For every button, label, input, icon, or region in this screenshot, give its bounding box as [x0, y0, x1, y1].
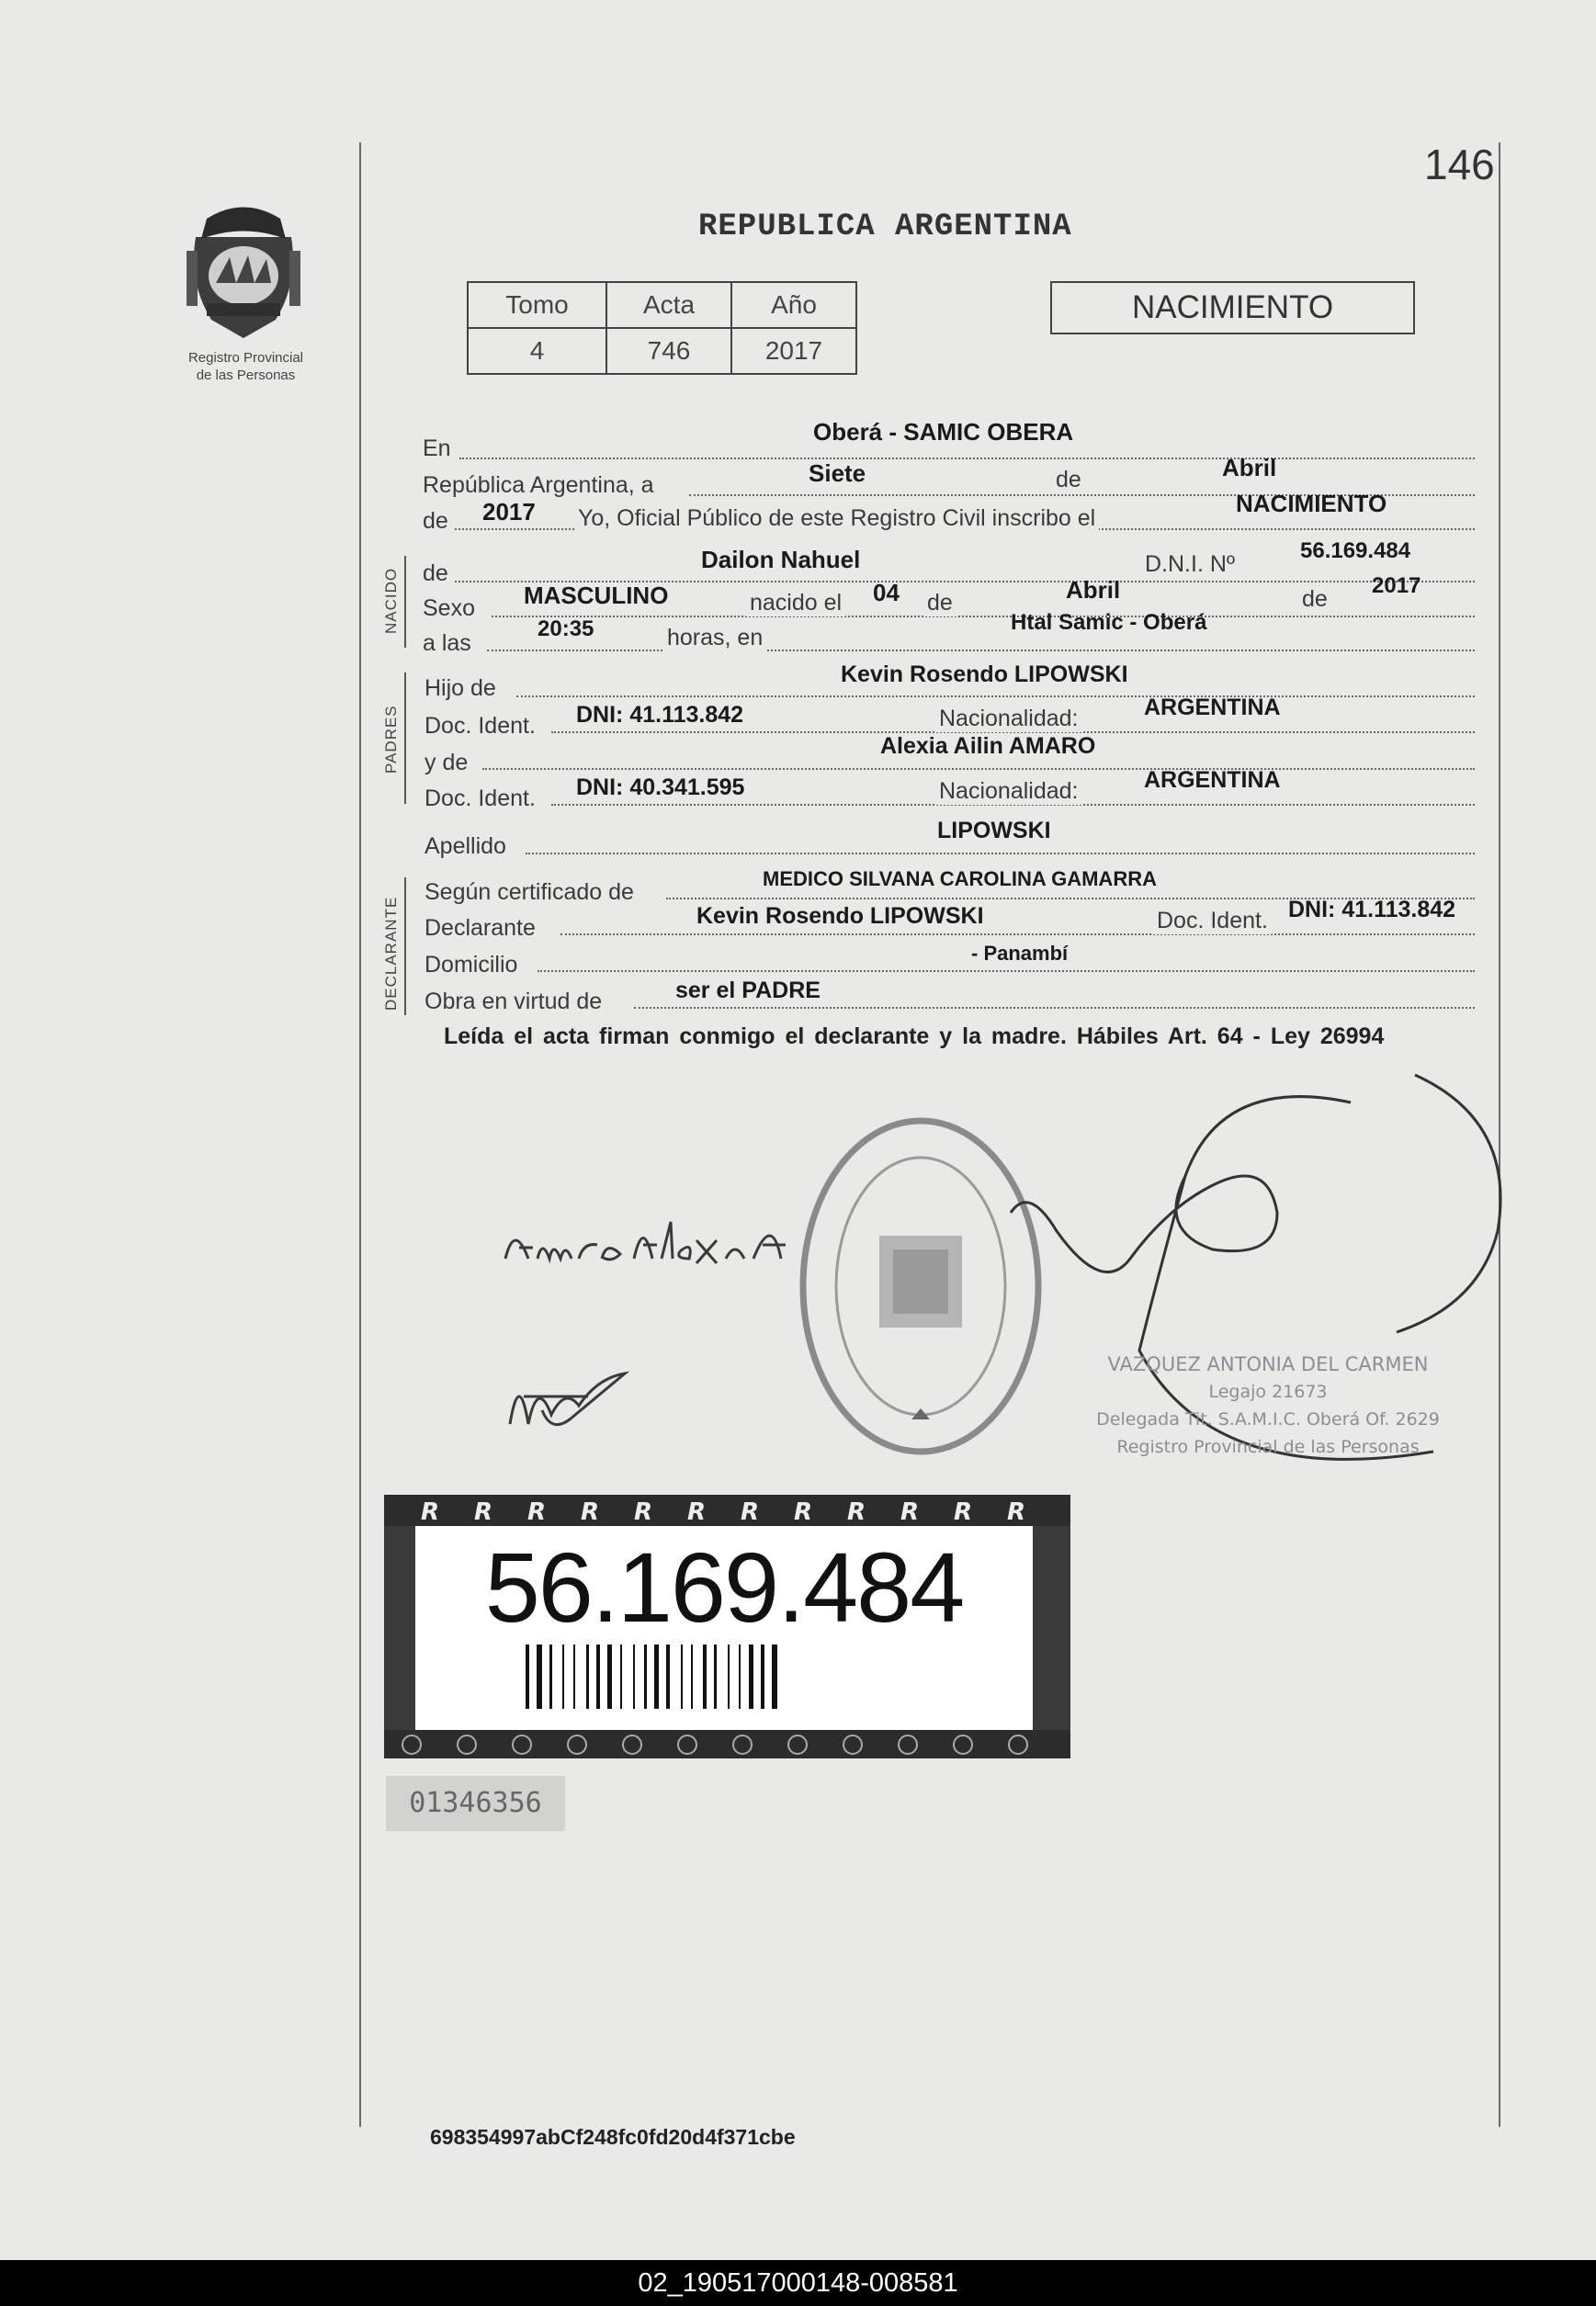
footer-filename: 02_190517000148-008581	[638, 2268, 958, 2298]
declarante-doc-value: DNI: 41.113.842	[1288, 897, 1456, 922]
mother-name-value: Alexia Ailin AMARO	[880, 733, 1096, 759]
ano-header: Año	[731, 282, 856, 328]
year-value: 2017	[482, 498, 536, 526]
label-pattern-top	[384, 1495, 1070, 1526]
label-pattern-letter: R	[847, 1498, 866, 1526]
nacido-bracket	[404, 556, 406, 648]
yo-text: Yo, Oficial Público de este Registro Civil inscribo el	[574, 505, 1099, 532]
apellido-label: Apellido	[424, 833, 506, 859]
sexo-value: MASCULINO	[524, 582, 669, 609]
page-number: 146	[1424, 141, 1495, 188]
label-pattern-letter: R	[794, 1498, 813, 1526]
barcode-bar	[596, 1645, 600, 1709]
domicilio-value: - Panambí	[971, 942, 1069, 965]
apellido-dotline	[526, 853, 1475, 854]
tomo-value: 4	[468, 328, 606, 374]
document-hash: 698354997abCf248fc0fd20d4f371cbe	[430, 2125, 796, 2149]
barcode-bar	[761, 1645, 764, 1709]
father-name-value: Kevin Rosendo LIPOWSKI	[841, 661, 1128, 687]
birth-month-value: Abril	[1066, 576, 1121, 604]
en-value: Oberá - SAMIC OBERA	[813, 418, 1074, 446]
padres-side-label: PADRES	[382, 705, 400, 774]
declarante-label: Declarante	[424, 915, 536, 941]
sticker-number: 01346356	[386, 1776, 565, 1831]
official-stamp	[1084, 1351, 1452, 1461]
alas-label: a las	[423, 630, 471, 656]
nac1-label: Nacionalidad:	[935, 706, 1082, 732]
province-emblem-icon	[179, 200, 308, 343]
de2-label: de	[423, 508, 448, 534]
barcode-bar	[714, 1645, 717, 1709]
barcode-bar	[573, 1645, 575, 1709]
nac2-label: Nacionalidad:	[935, 778, 1082, 805]
hora-dotline	[487, 650, 1475, 651]
barcode-bar	[666, 1645, 670, 1709]
time-value: 20:35	[538, 616, 594, 641]
logo-caption	[165, 349, 326, 384]
mother-dotline	[482, 768, 1475, 770]
document-heading: REPUBLICA ARGENTINA	[698, 209, 1072, 244]
doc1-value: DNI: 41.113.842	[576, 702, 744, 728]
barcode-bar	[644, 1645, 647, 1709]
barcode-bar	[526, 1645, 529, 1709]
left-margin-line	[359, 142, 361, 2127]
act-type-box: NACIMIENTO	[1050, 281, 1415, 334]
republica-label: República Argentina, a	[423, 472, 654, 498]
y-de-label: y de	[424, 750, 469, 775]
certificado-label: Según certificado de	[424, 879, 634, 905]
label-pattern-letter: R	[900, 1498, 920, 1526]
label-pattern-letter: R	[741, 1498, 760, 1526]
declarante-side-label: DECLARANTE	[382, 896, 400, 1011]
barcode-bar	[562, 1645, 564, 1709]
barcode-number: 56.169.484	[484, 1532, 964, 1643]
sexo-dotline	[492, 616, 1475, 617]
doc2-value: DNI: 40.341.595	[576, 774, 745, 800]
logo-caption-line2: de las Personas	[196, 367, 296, 383]
barcode-bar	[749, 1645, 753, 1709]
tomo-acta-table	[467, 281, 857, 375]
nacido-el-label: nacido el	[746, 590, 845, 616]
barcode-bar	[620, 1645, 622, 1709]
barcode-icon	[526, 1645, 939, 1709]
certificado-value: MEDICO SILVANA CAROLINA GAMARRA	[763, 867, 1157, 890]
declarante-doc-label: Doc. Ident.	[1153, 908, 1272, 934]
ano-value: 2017	[731, 328, 856, 374]
barcode-bar	[691, 1645, 693, 1709]
barcode-bar	[728, 1645, 730, 1709]
obra-value: ser el PADRE	[675, 978, 821, 1003]
official-role: Delegada Tit. S.A.M.I.C. Oberá Of. 2629	[1096, 1409, 1440, 1430]
tomo-header: Tomo	[468, 282, 606, 328]
birth-year-value: 2017	[1372, 573, 1421, 598]
obra-label: Obra en virtud de	[424, 989, 603, 1014]
hijo-de-label: Hijo de	[424, 675, 496, 701]
domicilio-dotline	[538, 970, 1475, 972]
acta-value: 746	[606, 328, 731, 374]
obra-dotline	[634, 1007, 1475, 1009]
label-pattern-letter: R	[527, 1498, 547, 1526]
father-dotline	[516, 695, 1475, 697]
barcode-bar	[772, 1645, 777, 1709]
logo-caption-line1: Registro Provincial	[187, 350, 304, 366]
official-name: VAZQUEZ ANTONIA DEL CARMEN	[1107, 1353, 1429, 1375]
declarante-value: Kevin Rosendo LIPOWSKI	[696, 903, 984, 929]
official-legajo: Legajo 21673	[1208, 1382, 1328, 1402]
child-name-value: Dailon Nahuel	[701, 546, 861, 573]
barcode-bar	[549, 1645, 552, 1709]
closing-statement: Leída el acta firman conmigo el declarante y la madre. Hábiles Art. 64 - Ley 26994	[444, 1023, 1385, 1049]
nacido-side-label: NACIDO	[382, 567, 400, 634]
dni-label: D.N.I. Nº	[1141, 551, 1239, 578]
en-dotline	[459, 458, 1475, 459]
doc1-label: Doc. Ident.	[424, 713, 536, 739]
nac1-value: ARGENTINA	[1144, 695, 1281, 720]
handwritten-name-signature	[496, 1213, 809, 1286]
sexo-label: Sexo	[423, 595, 475, 621]
declarant-signature-scribble	[487, 1360, 652, 1442]
barcode-bar	[654, 1645, 659, 1709]
day-value: Siete	[809, 459, 866, 487]
acta-header: Acta	[606, 282, 731, 328]
nacido-de2-label: de	[923, 590, 956, 616]
padres-bracket	[404, 673, 406, 804]
nac2-value: ARGENTINA	[1144, 767, 1281, 793]
label-pattern-letter: R	[421, 1498, 440, 1526]
birth-place-value: Htal Samic - Oberá	[1011, 610, 1207, 635]
barcode-bar	[537, 1645, 542, 1709]
label-pattern-bottom	[384, 1730, 1070, 1758]
label-pattern-letter: R	[954, 1498, 973, 1526]
dni-value: 56.169.484	[1300, 538, 1411, 563]
declarante-dotline	[560, 933, 1475, 935]
horas-label: horas, en	[663, 625, 766, 651]
official-office: Registro Provincial de las Personas	[1116, 1437, 1420, 1457]
barcode-bar	[739, 1645, 741, 1709]
barcode-bar	[681, 1645, 683, 1709]
domicilio-label: Domicilio	[424, 952, 518, 978]
label-pattern-letter: R	[1007, 1498, 1026, 1526]
barcode-bar	[586, 1645, 589, 1709]
label-pattern-letter: R	[634, 1498, 653, 1526]
barcode-bar	[703, 1645, 707, 1709]
de-label: de	[1052, 467, 1085, 493]
label-pattern-letter: R	[581, 1498, 600, 1526]
apellido-value: LIPOWSKI	[937, 818, 1051, 843]
doc2-label: Doc. Ident.	[424, 786, 536, 811]
en-label: En	[423, 435, 451, 461]
label-pattern-letter: R	[687, 1498, 707, 1526]
month-value: Abril	[1222, 454, 1277, 481]
nacido-de3-label: de	[1298, 586, 1331, 613]
birth-day-value: 04	[873, 579, 900, 606]
inscribe-value: NACIMIENTO	[1236, 490, 1387, 517]
barcode-bar	[607, 1645, 612, 1709]
nacido-de-label: de	[423, 560, 448, 586]
barcode-bar	[633, 1645, 635, 1709]
declarante-bracket	[404, 877, 406, 1015]
label-pattern-letter: R	[474, 1498, 493, 1526]
